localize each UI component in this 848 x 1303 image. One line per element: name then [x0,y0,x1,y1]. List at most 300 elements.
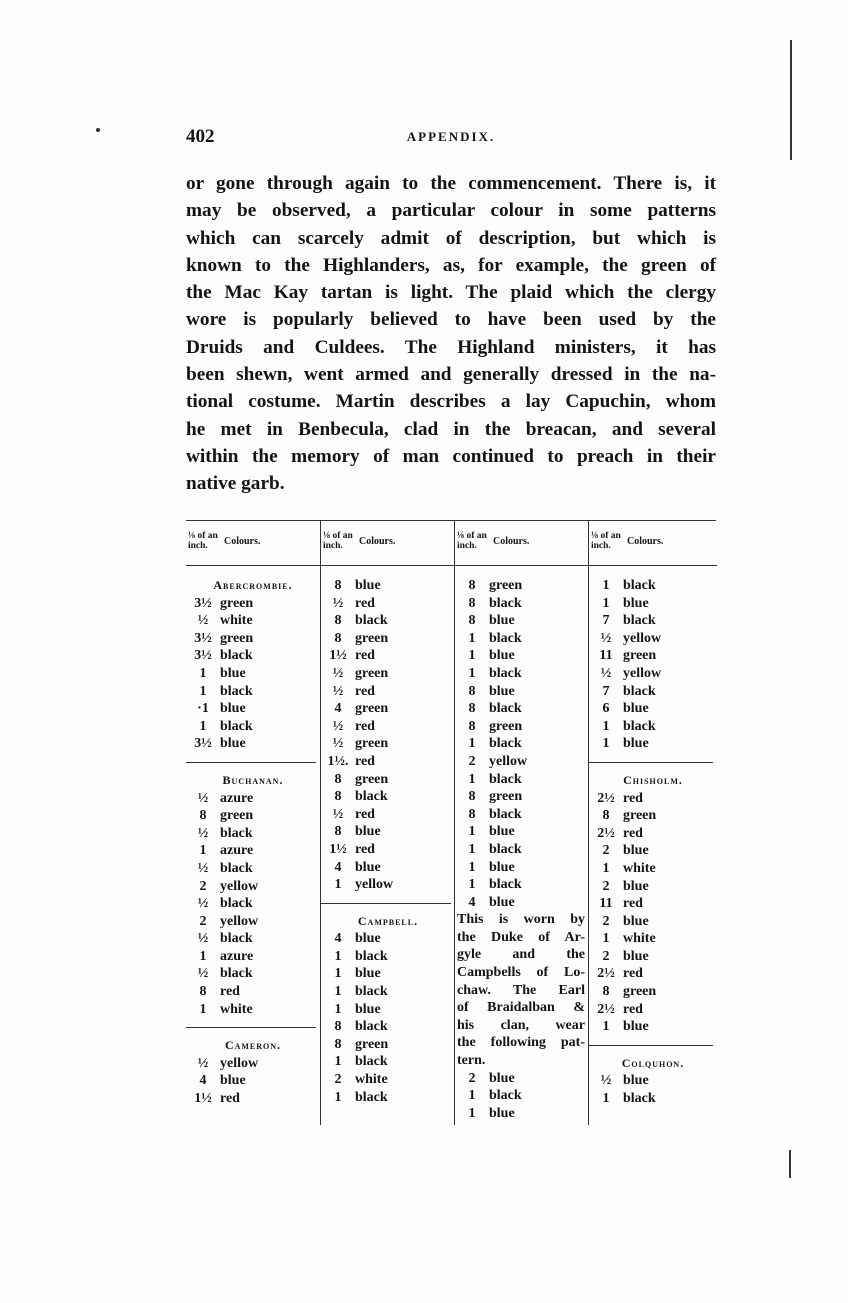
clan-name: Chisholm. [623,772,683,787]
table-column [454,521,589,1125]
colour-name: black [220,896,253,912]
colour-name: blue [489,1105,515,1121]
table-row [455,612,589,630]
colour-name: red [355,718,375,734]
measure-value: ½ [332,718,344,734]
table-row [321,577,455,595]
table-row [589,1018,717,1036]
table-row [186,683,320,701]
measure-value: 6 [602,701,610,717]
measure-value: 1 [199,718,207,734]
table-column [320,521,455,1125]
colour-name: yellow [623,630,662,646]
measure-value: 1½ [329,648,347,664]
colour-name: red [355,841,375,857]
measure-value: 4 [199,1073,207,1089]
colour-name: black [355,1019,388,1035]
column-header [321,521,455,566]
colour-name: black [489,771,522,787]
table-row [455,876,589,894]
table-row [455,630,589,648]
table-row [321,965,455,983]
colour-name: azure [220,843,254,859]
note-line: gyle and the [457,947,585,963]
measure-value: 11 [599,896,613,912]
clan-name: Abercrombie. [213,578,293,592]
column-header-measure-line: ⅛ of an [457,531,487,541]
table-row [321,1018,455,1036]
measure-value: 1 [199,948,207,964]
table-row [455,788,589,806]
colour-name: green [489,789,523,805]
scan-mark [96,128,100,132]
table-row [455,647,589,665]
table-row [321,823,455,841]
colour-name: green [220,808,254,824]
colour-name: black [489,841,522,857]
table-row [589,790,717,808]
measure-value: 1½. [327,753,349,769]
colour-name: black [220,718,253,734]
table-row [455,595,589,613]
table-row [589,930,717,948]
column-header [455,521,589,566]
measure-value: 8 [468,806,476,822]
column-header-colours: Colours. [493,536,530,547]
colour-name: blue [623,948,649,964]
colour-name: black [489,806,522,822]
measure-value: 1 [334,1089,342,1105]
colour-name: green [355,771,389,787]
table-row [321,983,455,1001]
measure-value: ½ [197,896,209,912]
clan-name: Buchanan. [222,772,284,787]
colour-name: yellow [489,753,528,769]
table-row [186,842,320,860]
measure-value: 2 [334,1072,342,1088]
colour-name: blue [489,648,515,664]
table-row [186,647,320,665]
measure-value: 2 [199,913,207,929]
table-row [589,612,717,630]
table-row [186,895,320,913]
colour-name: green [623,808,657,824]
colour-name: white [220,613,253,629]
colour-name: black [355,613,388,629]
table-row [321,735,455,753]
note-line: of Braidalban & [457,1000,585,1016]
table-row [455,841,589,859]
colour-name: white [623,860,656,876]
section-rule [321,903,451,904]
table-row [589,718,717,736]
measure-value: 8 [334,578,342,593]
table-row [589,665,717,683]
measure-value: 1 [468,736,476,752]
paragraph-line: within the memory of man continued to preach in their [186,445,716,467]
measure-value: ½ [197,613,209,629]
table-row [321,771,455,789]
measure-value: 4 [334,859,342,875]
measure-value: 1 [334,877,342,893]
colour-name: red [623,790,643,806]
table-row [589,948,717,966]
column-header-measure-line: inch. [457,541,477,551]
table-row [455,771,589,789]
colour-name: black [355,1054,388,1070]
column-header-measure [323,531,353,551]
table-row [455,1070,589,1088]
table-row [186,965,320,983]
measure-value: 8 [334,789,342,805]
table-row [186,1001,320,1019]
table-row [321,859,455,877]
colour-name: black [623,613,656,629]
measure-value: ½ [332,683,344,699]
table-row [186,790,320,808]
colour-name: green [623,648,657,664]
measure-value: 11 [599,648,613,664]
measure-value: 3½ [194,648,212,664]
colour-name: blue [355,966,381,982]
table-row [186,983,320,1001]
running-head-title: APPENDIX. [406,129,496,144]
table-row [455,700,589,718]
colour-name: red [623,896,643,912]
table-row [589,1072,717,1090]
table-column [186,521,320,1125]
colour-name: black [220,683,253,699]
table-row [186,718,320,736]
measure-value: 3½ [194,736,212,752]
colour-name: black [623,683,656,699]
colour-name: black [489,665,522,681]
measure-value: 2 [602,843,610,859]
colour-name: black [355,1089,388,1105]
measure-value: 1 [468,859,476,875]
table-row [186,1072,320,1090]
colour-name: green [220,630,254,646]
column-header-measure-line: ⅛ of an [323,531,353,541]
clan-name: Colquhon. [621,1055,685,1070]
measure-value: 2 [199,878,207,894]
table-row [589,1090,717,1108]
table-row [455,665,589,683]
paragraph-line: he met in Benbecula, clad in the breacan, and several [186,418,716,440]
colour-name: red [623,1001,643,1017]
colour-name: black [623,718,656,734]
column-header-colours: Colours. [224,536,261,547]
column-header-measure [591,531,621,551]
colour-name: black [355,948,388,964]
colour-name: black [489,595,522,611]
measure-value: 1 [199,1001,207,1017]
colour-name: white [220,1001,253,1017]
table-row [321,788,455,806]
table-row [589,825,717,843]
colour-name: black [220,825,253,841]
measure-value: 1 [334,984,342,1000]
table-row [589,595,717,613]
measure-value: ·1 [197,701,209,717]
measure-value: 3½ [194,595,212,611]
colour-name: blue [355,578,381,593]
measure-value: 1 [468,824,476,840]
table-row [455,894,589,912]
table-row [455,735,589,753]
measure-value: ½ [600,630,612,646]
measure-value: 1 [468,877,476,893]
measure-value: 8 [334,613,342,629]
note-line: the Duke of Ar- [457,929,585,945]
table-row [321,1089,455,1107]
measure-value: 1 [199,843,207,859]
measure-value: 1 [602,578,610,593]
table-row [321,718,455,736]
measure-value: 1 [602,1091,610,1107]
colour-name: azure [220,948,254,964]
colour-name: red [220,1091,240,1107]
table-row [321,683,455,701]
colour-name: red [355,595,375,611]
colour-name: blue [489,1070,515,1086]
column-header [589,521,717,566]
table-row [589,700,717,718]
note-line: his clan, wear [457,1017,585,1033]
measure-value: 7 [602,683,610,699]
measure-value: 1 [334,966,342,982]
colour-name: black [623,1091,656,1107]
colour-name: blue [489,894,515,910]
colour-name: blue [489,613,515,629]
table-column [588,521,717,1125]
colour-name: white [623,931,656,947]
table-row [186,825,320,843]
table-row [321,930,455,948]
table-row [186,612,320,630]
table-row [589,878,717,896]
table-row [321,841,455,859]
paragraph-line: native garb. [186,473,285,495]
measure-value: 1 [602,595,610,611]
table-row [455,1105,589,1123]
tartan-table [186,520,716,1125]
table-row [455,683,589,701]
measure-value: 2 [468,1070,476,1086]
table-row [589,807,717,825]
table-row [321,1001,455,1019]
table-row [321,1036,455,1054]
measure-value: 1 [334,948,342,964]
colour-name: yellow [355,877,394,893]
measure-value: 1 [468,630,476,646]
table-row [589,577,717,595]
table-row [321,1071,455,1089]
colour-name: black [220,648,253,664]
colour-name: yellow [220,1055,259,1071]
clan-name: Cameron. [224,1038,282,1053]
colour-name: green [489,578,523,593]
colour-name: blue [623,701,649,717]
table-row [186,930,320,948]
column-header-measure-line: ⅛ of an [188,531,218,541]
clan-name: Campbell. [357,913,419,928]
column-rows [186,566,320,1108]
measure-value: ½ [197,825,209,841]
colour-name: red [355,806,375,822]
measure-value: 1 [468,841,476,857]
colour-name: blue [220,665,246,681]
measure-value: 3½ [194,630,212,646]
colour-name: blue [623,913,649,929]
table-row [455,577,589,595]
measure-value: 8 [602,808,610,824]
table-row [321,700,455,718]
table-row [455,823,589,841]
table-row [455,718,589,736]
table-row [589,735,717,753]
colour-name: blue [355,859,381,875]
measure-value: 1 [334,1001,342,1017]
note-line: This is worn by [457,912,585,928]
measure-value: ½ [600,665,612,681]
table-row [186,700,320,718]
note-line: the following pat- [457,1035,585,1051]
measure-value: 1 [602,860,610,876]
table-row [186,630,320,648]
table-row [455,806,589,824]
paragraph-line: which can scarcely admit of description, but which is [186,227,716,249]
paragraph-line: may be observed, a particular colour in some patterns [186,200,716,222]
measure-value: 1 [334,1054,342,1070]
table-row [589,647,717,665]
colour-name: yellow [623,665,662,681]
measure-value: 8 [468,789,476,805]
measure-value: 8 [199,808,207,824]
table-row [589,965,717,983]
measure-value: ½ [197,790,209,806]
colour-name: green [355,701,389,717]
table-row [455,753,589,771]
colour-name: white [355,1072,388,1088]
table-row [186,913,320,931]
table-row [321,876,455,894]
measure-value: 2½ [597,1001,615,1017]
column-header-measure-line: inch. [323,541,343,551]
table-row [589,683,717,701]
measure-value: ½ [332,665,344,681]
colour-name: green [220,595,254,611]
colour-name: black [489,701,522,717]
table-row [589,860,717,878]
colour-name: blue [355,1001,381,1017]
measure-value: ½ [197,1055,209,1071]
colour-name: blue [489,683,515,699]
colour-name: blue [623,595,649,611]
colour-name: blue [355,824,381,840]
measure-value: ½ [197,860,209,876]
measure-value: 1 [602,718,610,734]
table-row [186,860,320,878]
paragraph-line: wore is popularly believed to have been used by the [186,309,716,331]
measure-value: 1 [602,931,610,947]
measure-value: 8 [334,771,342,787]
column-header [186,521,320,566]
section-rule [186,762,316,763]
colour-name: blue [220,1073,246,1089]
note-line: Campbells of Lo- [457,965,585,981]
column-header-measure-line: inch. [188,541,208,551]
column-header-colours: Colours. [359,536,396,547]
measure-value: ½ [332,806,344,822]
table-row [186,807,320,825]
table-row [589,983,717,1001]
measure-value: 8 [468,683,476,699]
paragraph-line: Druids and Culdees. The Highland ministers, it has [186,336,716,358]
column-rows [321,566,455,1106]
measure-value: 4 [468,894,476,910]
measure-value: 2½ [597,966,615,982]
colour-name: green [355,736,389,752]
table-row [321,1053,455,1071]
colour-name: black [220,931,253,947]
measure-value: 1 [468,771,476,787]
measure-value: 1 [199,683,207,699]
table-row [321,665,455,683]
table-row [321,595,455,613]
table-row [455,1087,589,1105]
measure-value: ½ [197,931,209,947]
measure-value: 2½ [597,825,615,841]
colour-name: black [489,736,522,752]
measure-value: 2 [602,948,610,964]
paragraph-line: tional costume. Martin describes a lay Capuchin, whom [186,391,716,413]
page-number: 402 [186,126,215,147]
colour-name: blue [623,1073,649,1089]
measure-value: 8 [468,718,476,734]
table-row [321,806,455,824]
body-paragraph [186,170,716,498]
table-row [186,1090,320,1108]
measure-value: 2 [602,878,610,894]
measure-value: 2 [468,753,476,769]
measure-value: 8 [334,1036,342,1052]
measure-value: 8 [468,613,476,629]
column-header-measure-line: inch. [591,541,611,551]
scan-mark [790,40,792,160]
measure-value: 8 [468,595,476,611]
paragraph-line: the Mac Kay tartan is light. The plaid which the clergy [186,282,716,304]
section-rule [589,762,713,763]
colour-name: black [220,966,253,982]
colour-name: blue [623,1019,649,1035]
measure-value: 8 [468,578,476,593]
note-line: tern. [457,1053,486,1069]
colour-name: green [355,1036,389,1052]
table-row [589,895,717,913]
measure-value: 1 [468,665,476,681]
measure-value: 1½ [194,1091,212,1107]
table-row [589,913,717,931]
measure-value: ½ [332,595,344,611]
measure-value: 1 [602,1019,610,1035]
colour-name: red [623,966,643,982]
colour-name: blue [623,878,649,894]
colour-name: green [355,665,389,681]
table-row [455,859,589,877]
measure-value: 4 [334,931,342,947]
table-row [321,630,455,648]
